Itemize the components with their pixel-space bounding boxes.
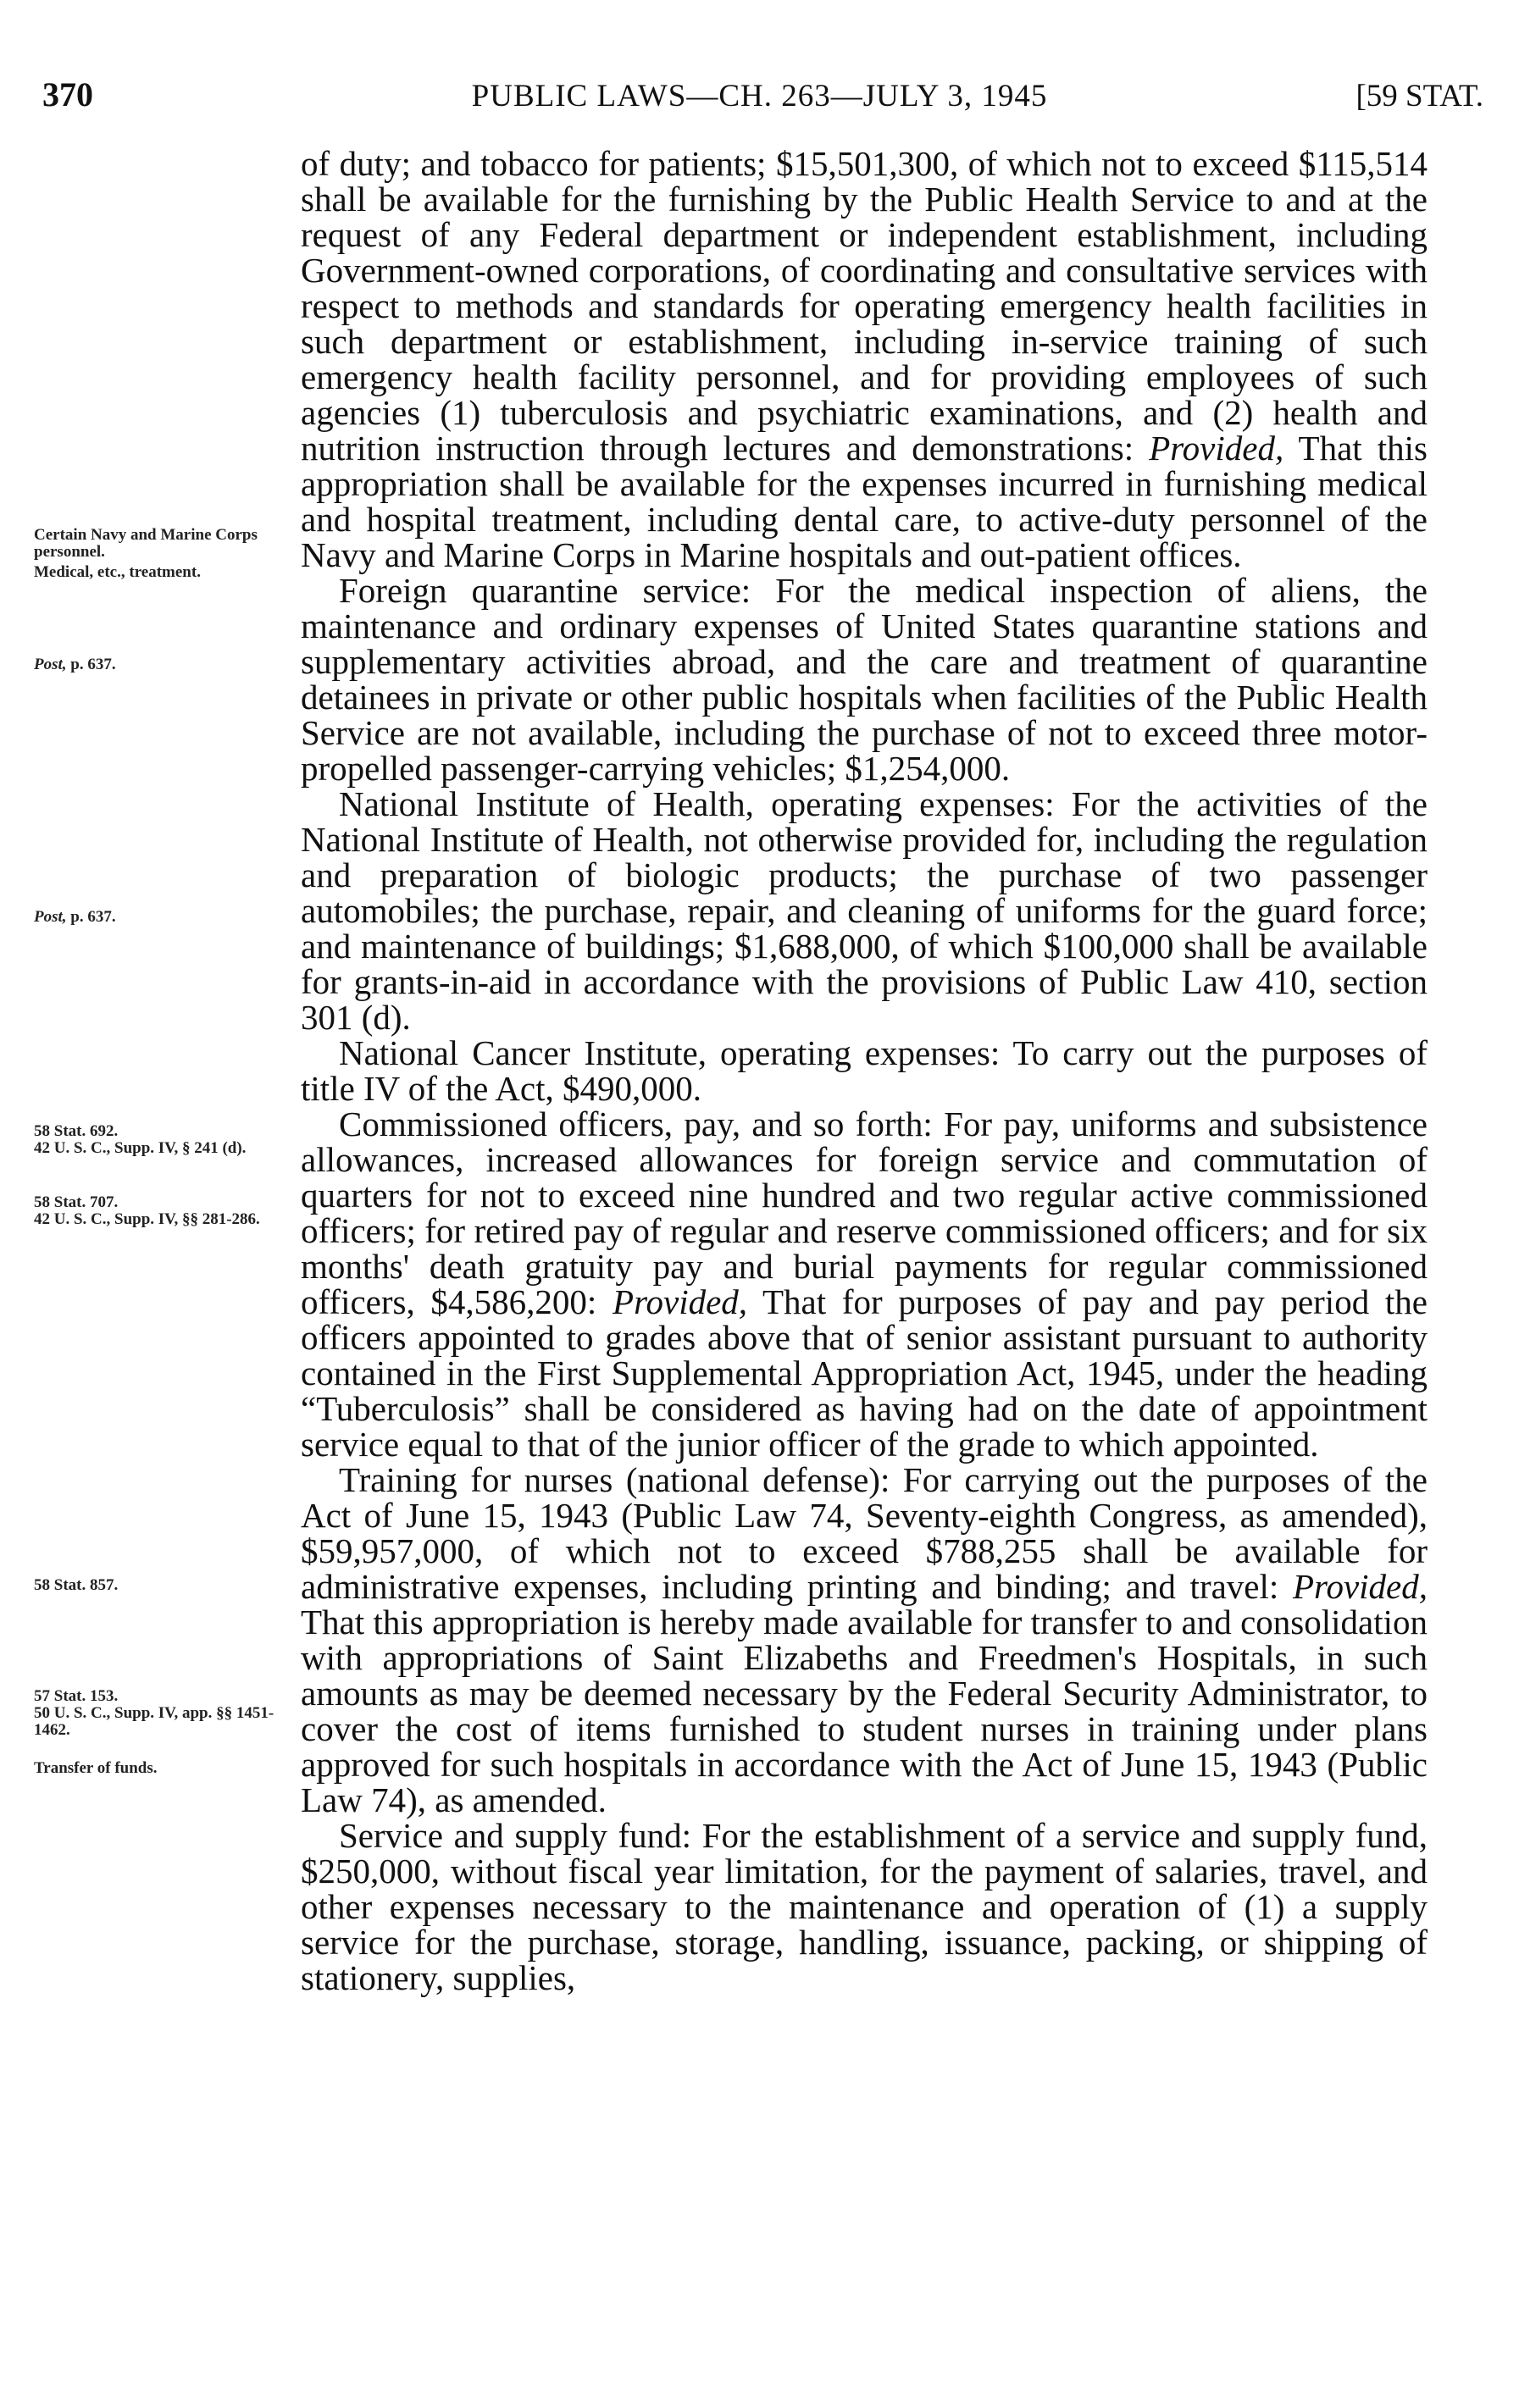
margin-note: 57 Stat. 153. <box>34 1687 119 1705</box>
running-head-title: PUBLIC LAWS—CH. 263—JULY 3, 1945 <box>471 79 1048 113</box>
margin-note: 58 Stat. 707. <box>34 1193 119 1211</box>
margin-note: 58 Stat. 857. <box>34 1576 119 1594</box>
margin-note: Transfer of funds. <box>34 1759 158 1777</box>
paragraph: Commissioned officers, pay, and so forth: For pay, uniforms and subsistence allowances, increased allowances for foreign service and commutation of quarters for not to exceed nine hundred and two regular active commissioned officers; for retired pay of regular and reserve commissioned officers; and for six months' death gratuity pay and burial payments for regular commissioned officers, $4,586,200: Provided, That for purposes of pay and pay period the officers appointed to grades above that of senior assistant pursuant to authority contained in the First Supplemental Appropriation Act, 1945, under the heading “Tuberculosis” shall be considered as having had on the date of appointment service equal to that of the junior officer of the grade to which appointed. <box>301 1104 1428 1464</box>
margin-note: Certain Navy and Marine Corps personnel. <box>34 526 258 561</box>
margin-note: 50 U. S. C., Supp. IV, app. §§ 1451-1462. <box>34 1704 274 1739</box>
margin-note: 42 U. S. C., Supp. IV, § 241 (d). <box>34 1139 247 1157</box>
margin-note: Post, p. 637. <box>34 656 116 673</box>
paragraph: Foreign quarantine service: For the medical inspection of aliens, the maintenance and ordinary expenses of United States quarantine stations and supplementary activities abroad, and the care and treatment of quarantine detainees in private or other public hospitals when facilities of the Public Health Service are not available, including the purchase of not to exceed three motor-propelled passenger-carrying vehicles; $1,254,000. <box>301 571 1428 788</box>
margin-note: Medical, etc., treatment. <box>34 563 201 581</box>
paragraph: National Cancer Institute, operating expenses: To carry out the purposes of title IV of the Act, $490,000. <box>301 1033 1428 1108</box>
body-text <box>301 146 1428 1996</box>
statute-reference: [59 STAT. <box>1355 79 1483 113</box>
page-number: 370 <box>42 75 93 113</box>
margin-note: 58 Stat. 692. <box>34 1122 119 1140</box>
page-header <box>0 75 1519 125</box>
margin-note: 42 U. S. C., Supp. IV, §§ 281-286. <box>34 1210 260 1228</box>
margin-note: Post, p. 637. <box>34 908 116 926</box>
paragraph: Service and supply fund: For the establishment of a service and supply fund, $250,000, without fiscal year limitation, for the payment of salaries, travel, and other expenses necessary to the maintenance and operation of (1) a supply service for the purchase, storage, handling, issuance, packing, or shipping of stationery, supplies, <box>301 1816 1428 1997</box>
paragraph: Training for nurses (national defense): For carrying out the purposes of the Act of June 15, 1943 (Public Law 74, Seventy-eighth Congress, as amended), $59,957,000, of which not to exceed $788,255 shall be available for administrative expenses, including printing and binding; and travel: Provided, That this appropriation is hereby made available for transfer to and consolidation with appropriations of Saint Elizabeths and Freedmen's Hospitals, in such amounts as may be deemed necessary by the Federal Security Administrator, to cover the cost of items furnished to student nurses in training under plans approved for such hospitals in accordance with the Act of June 15, 1943 (Public Law 74), as amended. <box>301 1460 1428 1819</box>
paragraph: National Institute of Health, operating expenses: For the activities of the National Institute of Health, not otherwise provided for, including the regulation and preparation of biologic products; the purchase of two passenger automobiles; the purchase, repair, and cleaning of uniforms for the guard force; and maintenance of buildings; $1,688,000, of which $100,000 shall be available for grants-in-aid in accordance with the provisions of Public Law 410, section 301 (d). <box>301 784 1428 1037</box>
paragraph: of duty; and tobacco for patients; $15,501,300, of which not to exceed $115,514 shall be available for the furnishing by the Public Health Service to and at the request of any Federal department or independent establishment, including Government-owned corporations, of coordinating and consultative services with respect to methods and standards for operating emergency health facilities in such department or establishment, including in-service training of such emergency health facility personnel, and for providing employees of such agencies (1) tuberculosis and psychiatric examinations, and (2) health and nutrition instruction through lectures and demonstrations: Provided, That this appropriation shall be available for the expenses incurred in furnishing medical and hospital treatment, including dental care, to active-duty personnel of the Navy and Marine Corps in Marine hospitals and out-patient offices. <box>301 144 1428 574</box>
